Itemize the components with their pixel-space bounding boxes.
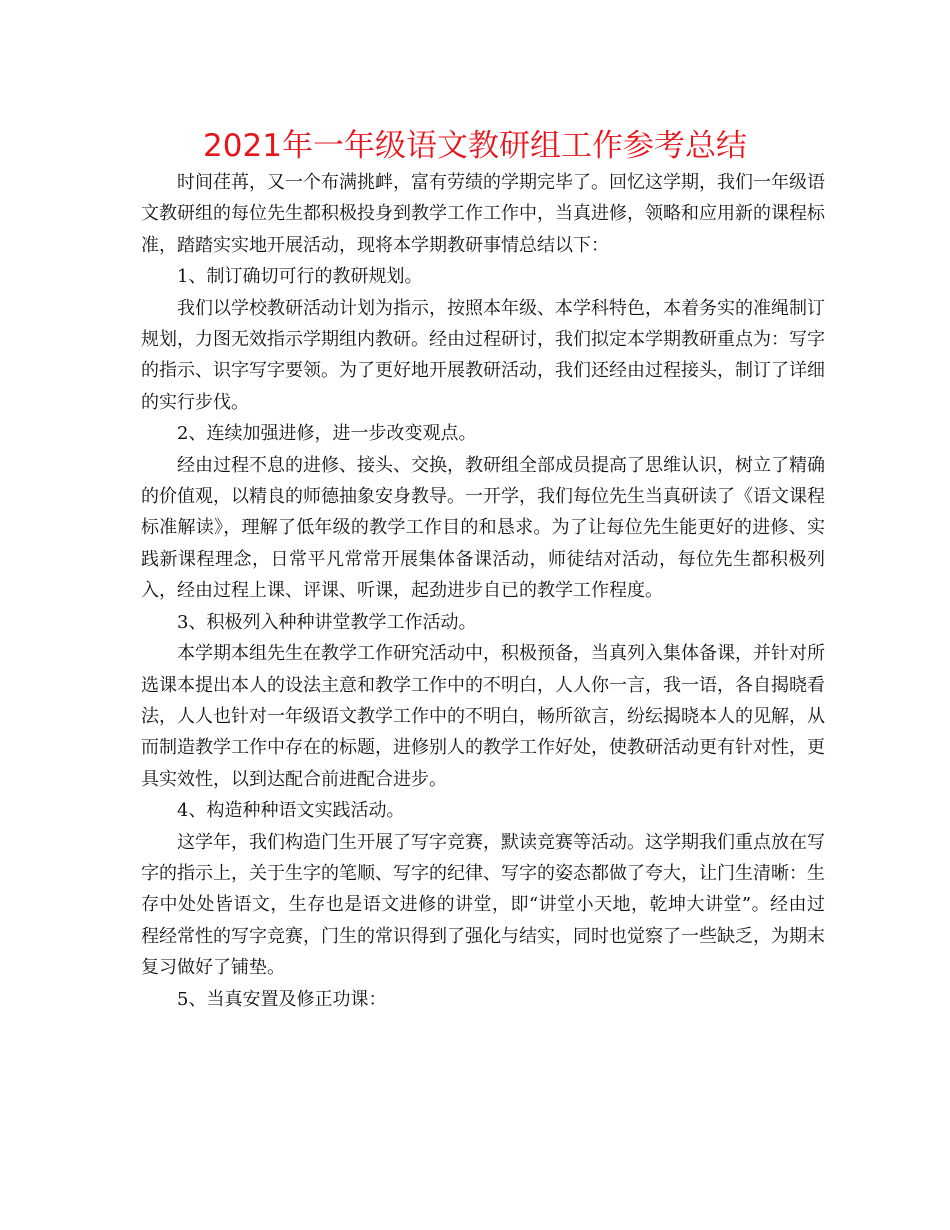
paragraph-intro: 时间荏苒，又一个布满挑衅，富有劳绩的学期完毕了。回忆这学期，我们一年级语文教研组的每位先生都积极投身到教学工作工作中，当真进修，领略和应用新的课程标准，踏踏实实地开展活动，现将本学期教研事情总结以下：: [141, 172, 825, 256]
document-body: [141, 167, 825, 1015]
section-heading-3: 3、积极列入种种讲堂教学工作活动。: [177, 611, 477, 633]
paragraph-section-3: 本学期本组先生在教学工作研究活动中，积极预备，当真列入集体备课，并针对所选课本提出本人的设法主意和教学工作中的不明白，人人你一言，我一语，各自揭晓看法，人人也针对一年级语文教学工作中的不明白，畅所欲言，纷纭揭晓本人的见解，从而制造教学工作中存在的标题，进修别人的教学工作好处，使教研活动更有针对性，更具实效性，以到达配合前进配合进步。: [141, 643, 825, 790]
section-heading-2: 2、连续加强进修，进一步改变观点。: [177, 423, 477, 445]
section-heading-4: 4、构造种种语文实践活动。: [177, 800, 405, 822]
section-heading-1: 1、制订确切可行的教研规划。: [177, 266, 423, 288]
document-title: 2021年一年级语文教研组工作参考总结: [203, 128, 747, 164]
section-heading-5: 5、当真安置及修正功课：: [177, 988, 387, 1010]
paragraph-section-4: 这学年，我们构造门生开展了写字竞赛，默读竞赛等活动。这学期我们重点放在写字的指示上，关于生字的笔顺、写字的纪律、写字的姿态都做了夸大，让门生清晰：生存中处处皆语文，生存也是语文进修的讲堂，即“讲堂小天地，乾坤大讲堂”。经由过程经常性的写字竞赛，门生的常识得到了强化与结实，同时也觉察了一些缺乏，为期末复习做好了铺垫。: [141, 831, 825, 979]
paragraph-section-1: 我们以学校教研活动计划为指示，按照本年级、本学科特色，本着务实的准绳制订规划，力图无效指示学期组内教研。经由过程研讨，我们拟定本学期教研重点为：写字的指示、识字写字要领。为了更好地开展教研活动，我们还经由过程接头，制订了详细的实行步伐。: [141, 297, 825, 413]
paragraph-section-2: 经由过程不息的进修、接头、交换，教研组全部成员提高了思维认识，树立了精确的价值观，以精良的师德抽象安身教导。一开学，我们每位先生当真研读了《语文课程标准解读》，理解了低年级的教学工作目的和恳求。为了让每位先生能更好的进修、实践新课程理念，日常平凡常常开展集体备课活动，师徒结对活动，每位先生都积极列入，经由过程上课、评课、听课，起劲进步自已的教学工作程度。: [141, 454, 825, 602]
